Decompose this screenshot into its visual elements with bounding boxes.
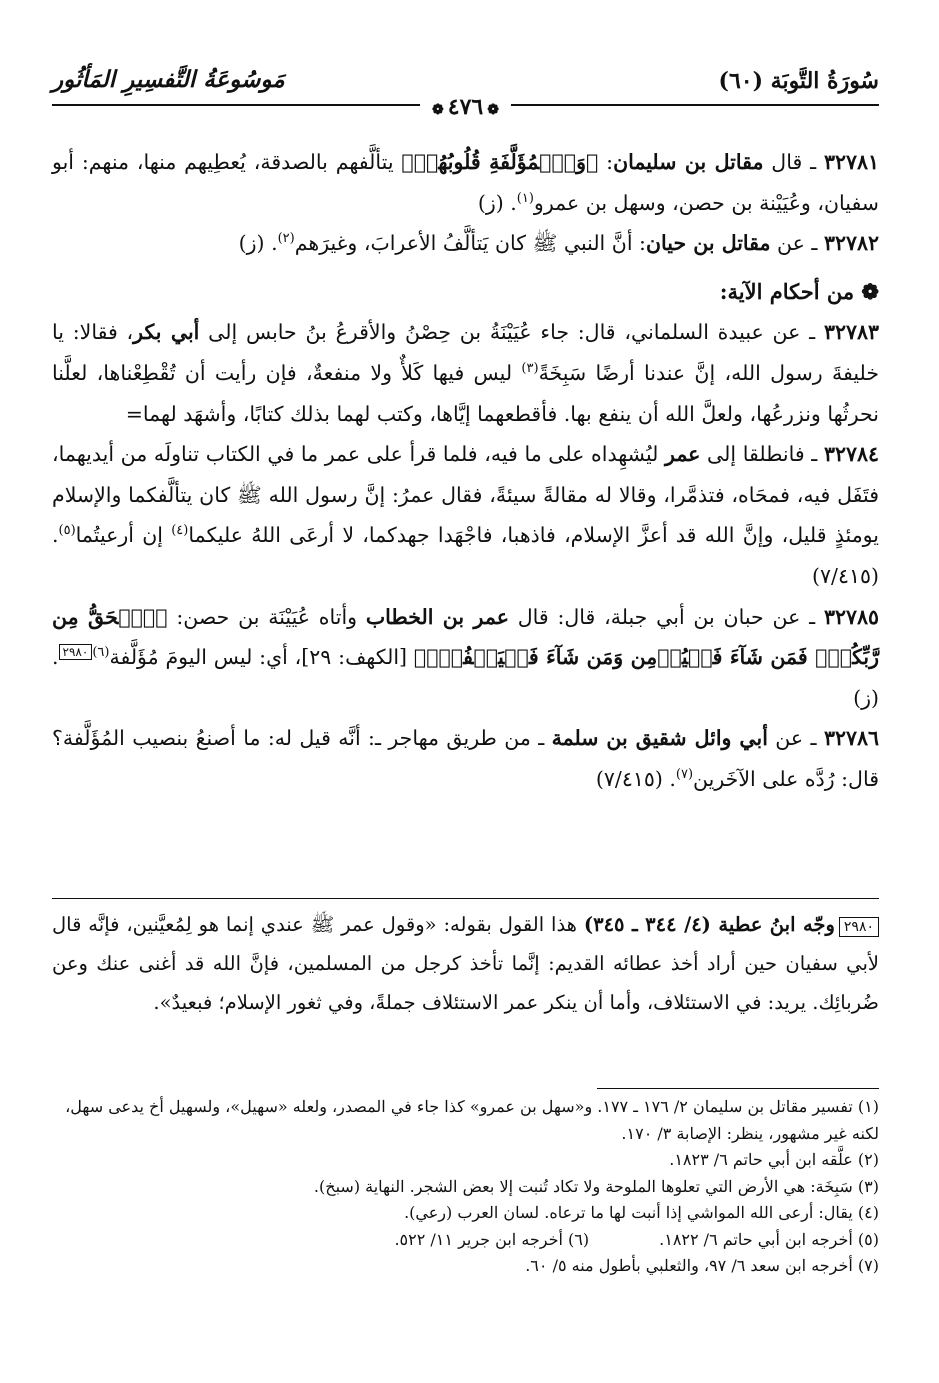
narrator-name: عمر <box>665 442 701 467</box>
narrator-name: أبي بكر <box>133 320 200 345</box>
entry-number: ٣٢٧٨٣ <box>823 320 880 345</box>
entry-32786: ٣٢٧٨٦ ـ عن أبي وائل شقيق بن سلمة ـ من طريق مهاجر ـ: أنَّه قيل له: ما أصنعُ بنصيب المُؤَلَّفة؟ قال: رُدَّه على الآخَرين$^{(٧)}$. (٧/٤١٥) <box>52 726 879 791</box>
entry-number: ٣٢٧٨٦ <box>823 726 879 751</box>
narrator-name: مقاتل بن حيان <box>645 231 771 256</box>
entry-32781: ٣٢٧٨١ ـ قال مقاتل بن سليمان: ﴿وَٱلۡمُؤَلَّفَةِ قُلُوبُهُمۡ﴾ يتألَّفهم بالصدقة، يُعطِيهم منها، منهم: أبو سفيان، وعُيَيْنة بن حصن، وسهل بن عمرو$^{(١)}$. (ز) <box>52 150 880 215</box>
commentary-ref-box[interactable]: ٢٩٨٠ <box>59 644 93 660</box>
page-number-block <box>420 94 511 120</box>
footnotes <box>52 1094 879 1280</box>
section-heading: ❁ من أحكام الآية: <box>719 278 879 304</box>
book-title: مَوسُوعَةُ التَّفسِيرِ المَأثُور <box>52 66 285 93</box>
footnote-2: (٢) علَّقه ابن أبي حاتم ٦/ ١٨٢٣. <box>669 1150 879 1169</box>
entry-32782: ٣٢٧٨٢ ـ عن مقاتل بن حيان: أنَّ النبي ﷺ كان يَتألَّفُ الأعرابَ، وغيرَهم$^{(٢)}$. (ز) <box>238 231 879 256</box>
quran-quote: ﴿وَٱلۡمُؤَلَّفَةِ قُلُوبُهُمۡ﴾ <box>401 150 599 174</box>
ornament-icon: ❁ <box>487 102 499 118</box>
quran-quote: ﴿ٱلۡحَقُّ مِن رَّبِّكُمۡۖ فَمَن شَآءَ فَلۡيُؤۡمِن وَمَن شَآءَ فَلۡيَكۡفُرۡۚ﴾ <box>52 604 880 670</box>
footnote-4: (٤) يقال: أرعى الله المواشي إذا أنبت لها ما ترعاه. لسان العرب (رعي). <box>404 1203 879 1222</box>
footnote-5: (٥) أخرجه ابن أبي حاتم ٦/ ١٨٢٢. <box>659 1229 879 1249</box>
entry-number: ٣٢٧٨٢ <box>823 231 879 256</box>
footnote-ref[interactable]: (١) <box>516 190 534 206</box>
page-number: ٤٧٦ <box>447 94 484 120</box>
footnote-ref[interactable]: (٦) <box>92 645 110 661</box>
entry-number: ٣٢٧٨٥ <box>823 604 879 629</box>
entry-number: ٣٢٧٨٤ <box>823 442 879 467</box>
entry-32785: ٣٢٧٨٥ ـ عن حبان بن أبي جبلة، قال: قال عمر بن الخطاب وأتاه عُيَيْنَة بن حصن: ﴿ٱلۡحَقُّ مِن رَّبِّكُمۡۖ فَمَن شَآءَ فَلۡيُؤۡمِن وَمَن شَآءَ فَلۡيَكۡفُرۡۚ﴾ [الكهف: ٢٩]، أي: ليس اليومَ مُؤَلَّفة$^{(٦)}$٢٩٨٠. (ز) <box>52 604 880 710</box>
footnote-3: (٣) سَبِخَة: هي الأرض التي تعلوها الملوحة ولا تكاد تُنبت إلا بعض الشجر. النهاية (سبخ). <box>313 1176 879 1196</box>
footnote-6: (٦) أخرجه ابن جرير ١١/ ٥٢٢. <box>394 1229 590 1249</box>
footnote-ref[interactable]: (٣) <box>521 361 539 377</box>
entry-32784: ٣٢٧٨٤ ـ فانطلقا إلى عمر ليُشهِداه على ما فيه، فلما قرأ على عمر ما في الكتاب تناولَه من أيديهما، فتَفَل فيه، فمحَاه، فتذمَّرا، وقالا له مقالةً سيئةً، فقال عمرُ: إنَّ رسول الله ﷺ كان يتألَّفكما والإسلام يومئذٍ قليل، وإنَّ الله قد أعزَّ الإسلام، فاذهبا، فاجْهَدا جهدكما، لا أرعَى اللهُ عليكما$^{(٤)}$ إن أرعيتُما$^{(٥)}$. (٧/٤١٥) <box>52 442 879 588</box>
main-text <box>52 142 879 800</box>
entry-number: ٣٢٧٨١ <box>823 150 880 174</box>
footnote-ref[interactable]: (٢) <box>277 231 295 247</box>
narrator-name: مقاتل بن سليمان <box>613 150 764 174</box>
commentary-block <box>52 906 879 1022</box>
footnote-rule <box>597 1088 879 1089</box>
footnote-ref[interactable]: (٥) <box>58 523 76 539</box>
page-header <box>52 62 879 120</box>
surah-title: سُورَةُ التَّوبَة (٦٠) <box>718 68 879 94</box>
narrator-name: عمر بن الخطاب <box>365 604 509 629</box>
footnote-7: (٧) أخرجه ابن سعد ٦/ ٩٧، والثعلبي بأطول منه ٥/ ٦٠. <box>525 1256 879 1275</box>
commentary-author: وجّه ابنُ عطية (٤/ ٣٤٤ ـ ٣٤٥) <box>583 913 835 936</box>
footnote-ref[interactable]: (٧) <box>675 767 694 783</box>
commentary-rule <box>52 898 879 899</box>
commentary-number-box: ٢٩٨٠ <box>839 917 879 937</box>
footnote-ref[interactable]: (٤) <box>171 523 189 539</box>
ornament-icon: ❁ <box>432 102 444 118</box>
footnote-1: (١) تفسير مقاتل بن سليمان ٢/ ١٧٦ ـ ١٧٧. و«سهل بن عمرو» كذا جاء في المصدر، ولعله «سهيل»، ولسهيل أخ يدعى سهل، لكنه غير مشهور، ينظر: الإصابة ٣/ ١٧٠. <box>65 1097 879 1143</box>
flower-icon: ❁ <box>861 278 879 304</box>
entry-32783: ٣٢٧٨٣ ـ عن عبيدة السلماني، قال: جاء عُيَيْنَةُ بن حِصْنُ والأقرعُ بنُ حابس إلى أبي بكر، فقالا: يا خليفةَ رسول الله، إنَّ عندنا أرضًا سَبِخَةً$^{(٣)}$ ليس فيها كَلأٌ ولا منفعةٌ، فإن رأيت أن تُقْطِعْناها، لعلَّنا نحرثُها ونزرعُها، ولعلَّ الله أن ينفع بها. فأقطعهما إيَّاها، وكتب لهما بذلك كتابًا، وأشهَد لهما= <box>52 320 880 426</box>
commentary-text: هذا القول بقوله: «وقول عمر ﷺ عندي إنما هو لِمُعيَّنين، فإنَّه قال لأبي سفيان حين أراد أخذ عطائه القديم: إنَّما تأخذ كرجل من المسلمين، فإنَّ الله قد أغنى عنك وعن ضُربائِك. يريد: في الاستئلاف، وأما أن ينكر عمر الاستئلاف جملةً، وفي ثغور الإسلام؛ فبعيدٌ». <box>52 913 879 1014</box>
narrator-name: أبي وائل شقيق بن سلمة <box>551 726 768 751</box>
